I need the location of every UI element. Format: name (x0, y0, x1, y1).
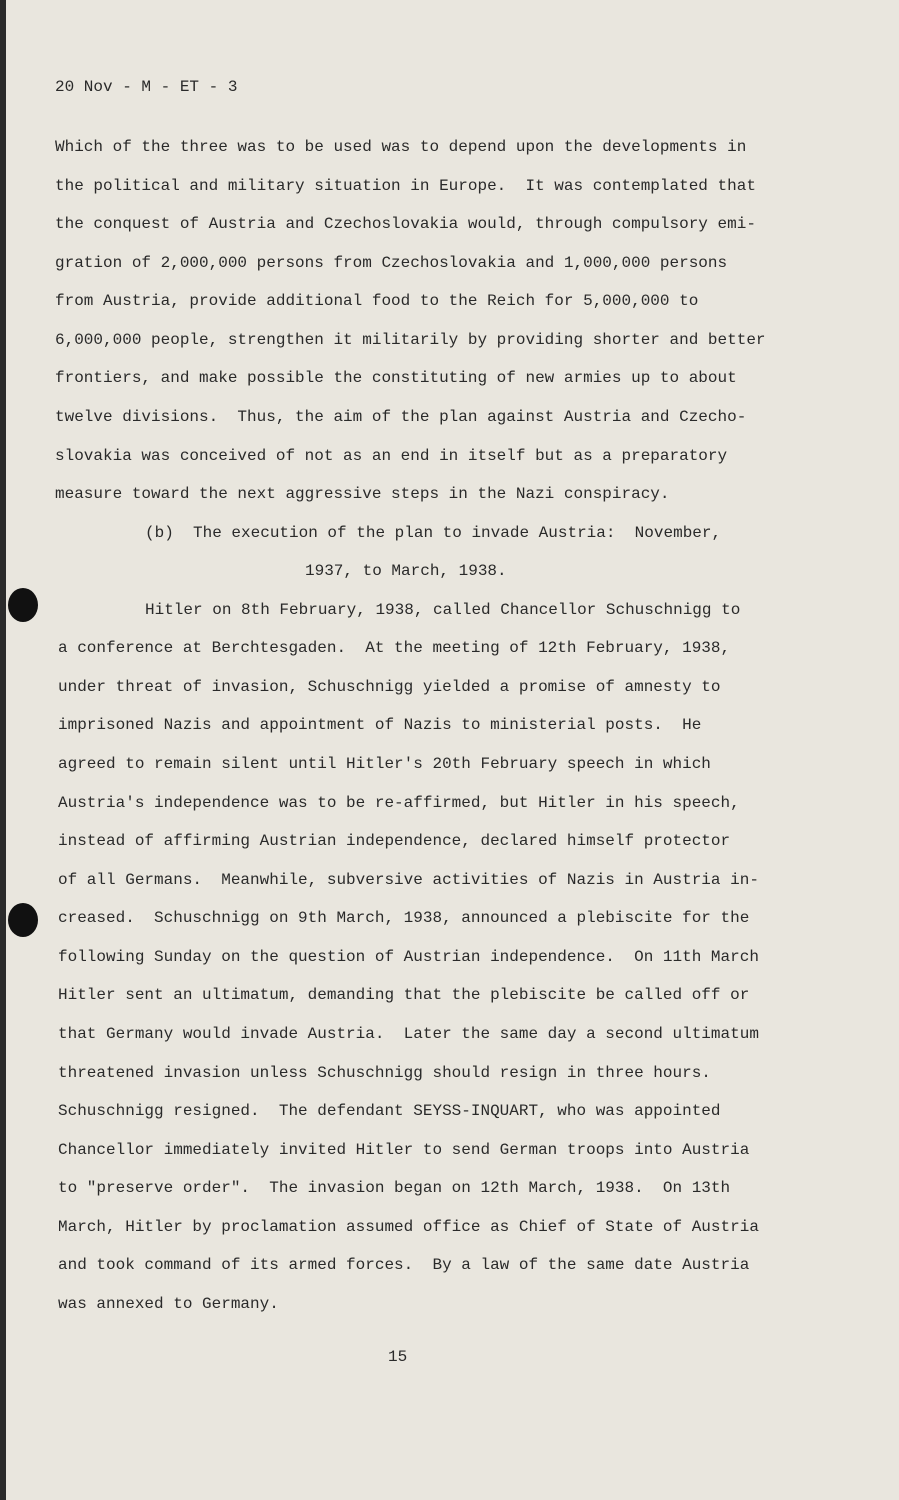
scan-edge (0, 0, 6, 1500)
text-line: Which of the three was to be used was to depend upon the developments in (55, 138, 747, 156)
text-line: to "preserve order". The invasion began on 12th March, 1938. On 13th (58, 1179, 731, 1198)
text-line: March, Hitler by proclamation assumed office as Chief of State of Austria (58, 1217, 759, 1236)
text-line: 1937, to March, 1938. (305, 562, 507, 581)
text-line: of all Germans. Meanwhile, subversive activities of Nazis in Austria in- (58, 870, 759, 889)
document-header: 20 Nov - M - ET - 3 (55, 78, 238, 96)
page-number: 15 (388, 1348, 408, 1366)
text-line: the political and military situation in Europe. It was contemplated that (55, 176, 756, 195)
document-body (55, 128, 766, 1323)
text-line: instead of affirming Austrian independence, declared himself protector (58, 832, 731, 851)
text-line: the conquest of Austria and Czechoslovakia would, through compulsory emi- (55, 215, 756, 234)
text-line: threatened invasion unless Schuschnigg should resign in three hours. (58, 1063, 711, 1082)
text-line: that Germany would invade Austria. Later the same day a second ultimatum (58, 1024, 759, 1043)
text-line: under threat of invasion, Schuschnigg yielded a promise of amnesty to (58, 677, 721, 696)
text-line: Chancellor immediately invited Hitler to send German troops into Austria (58, 1140, 750, 1159)
text-line: a conference at Berchtesgaden. At the meeting of 12th February, 1938, (58, 639, 731, 658)
text-line: imprisoned Nazis and appointment of Nazis to ministerial posts. He (58, 716, 702, 735)
punch-hole (8, 903, 38, 937)
text-line: from Austria, provide additional food to the Reich for 5,000,000 to (55, 292, 699, 311)
text-line: slovakia was conceived of not as an end in itself but as a preparatory (55, 446, 728, 465)
text-line: gration of 2,000,000 persons from Czechoslovakia and 1,000,000 persons (55, 253, 728, 272)
text-line: Hitler on 8th February, 1938, called Chancellor Schuschnigg to (145, 600, 741, 619)
text-line: Austria's independence was to be re-affirmed, but Hitler in his speech, (58, 793, 740, 812)
text-line: twelve divisions. Thus, the aim of the plan against Austria and Czecho- (55, 407, 747, 426)
text-line: measure toward the next aggressive steps in the Nazi conspiracy. (55, 485, 670, 504)
text-line: agreed to remain silent until Hitler's 20th February speech in which (58, 755, 711, 773)
text-line: 6,000,000 people, strengthen it militarily by providing shorter and better (55, 330, 766, 349)
text-line: frontiers, and make possible the constituting of new armies up to about (55, 369, 737, 388)
text-line: (b) The execution of the plan to invade Austria: November, (145, 523, 722, 542)
text-line: following Sunday on the question of Austrian independence. On 11th March (58, 947, 759, 966)
text-line: Hitler sent an ultimatum, demanding that the plebiscite be called off or (58, 986, 750, 1005)
text-line: Schuschnigg resigned. The defendant SEYSS-INQUART, who was appointed (58, 1102, 721, 1121)
punch-hole (8, 588, 38, 622)
text-line: creased. Schuschnigg on 9th March, 1938, announced a plebiscite for the (58, 909, 750, 928)
text-line: was annexed to Germany. (58, 1294, 279, 1313)
text-line: and took command of its armed forces. By a law of the same date Austria (58, 1256, 750, 1275)
